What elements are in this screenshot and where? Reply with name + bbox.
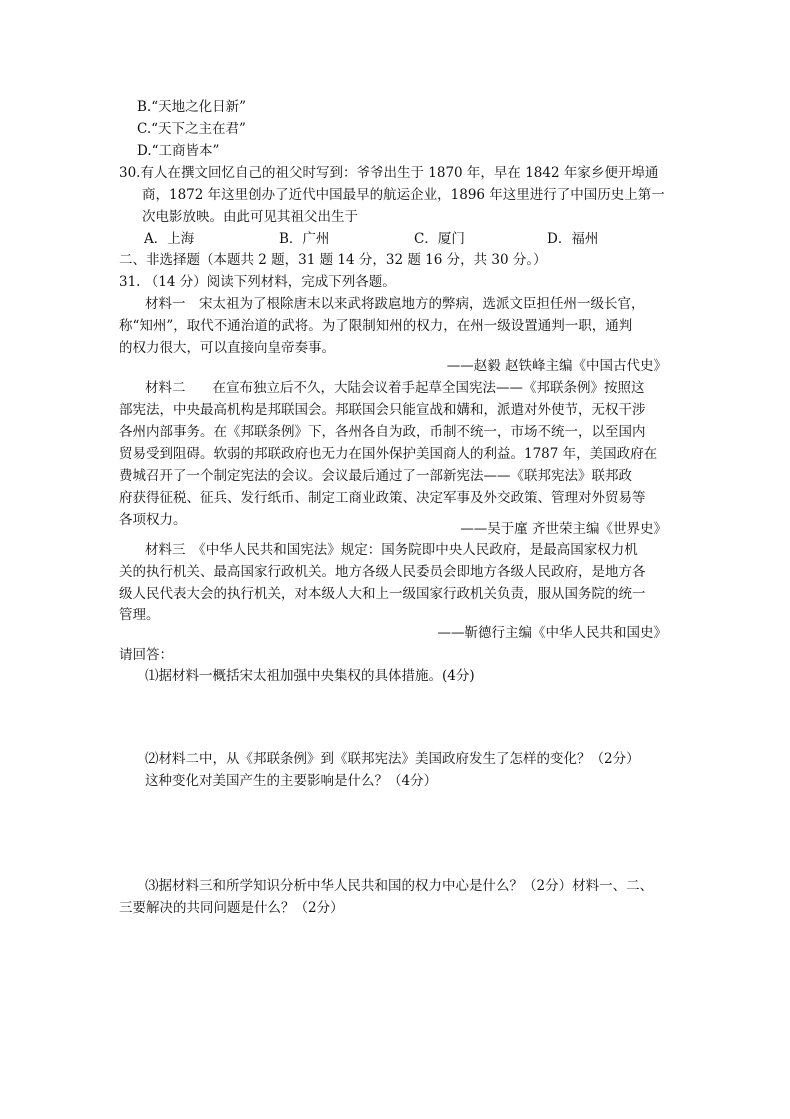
material2-line1: 材料二 在宣布独立后不久，大陆会议着手起草全国宪法——《邦联条例》按照这 (145, 380, 645, 396)
material3-line3: 级人民代表大会的执行机关，对本级人大和上一级国家行政机关负责，服从国务院的统一 (119, 586, 646, 602)
q31-sub2-line1: ⑵材料二中，从《邦联条例》到《联邦宪法》美国政府发生了怎样的变化？（2分） (145, 751, 640, 767)
material3-source: ——靳德行主编《中华人民共和国史》 (437, 625, 667, 641)
q29-option-d: D.“工商皆本” (137, 143, 220, 159)
section2-heading: 二、非选择题（本题共 2 题，31 题 14 分，32 题 16 分，共 30 分。） (119, 252, 547, 268)
material1-line2: 称“知州”，取代不通治道的武将。为了限制知州的权力，在州一级设置通判一职，通判 (119, 318, 633, 334)
material1-line1: 材料一 宋太祖为了根除唐末以来武将跋扈地方的弊病，选派文臣担任州一级长官， (145, 296, 645, 312)
material2-source: ——吴于廑 齐世荣主编《世界史》 (460, 521, 667, 537)
q29-option-c: C.“天下之主在君” (137, 121, 246, 137)
q30-stem-line1: 30.有人在撰文回忆自己的祖父时写到：爷爷出生于 1870 年，早在 1842 年家乡便开埠通 (119, 165, 659, 181)
material1-source: ——赵毅 赵铁峰主编《中国古代史》 (446, 358, 667, 374)
q30-option-a: A．上海 (144, 231, 195, 247)
material2-line4: 贸易受到阻碍。软弱的邦联政府也无力在国外保护美国商人的利益。1787 年，美国政府在 (119, 446, 658, 462)
material2-line7: 各项权力。 (119, 512, 187, 528)
material3-line4: 管理。 (119, 607, 160, 623)
q31-intro: 31. （14 分）阅读下列材料，完成下列各题。 (119, 274, 396, 290)
material2-line5: 费城召开了一个制定宪法的会议。会议最后通过了一部新宪法——《联邦宪法》联邦政 (119, 468, 632, 484)
material1-line3: 的权力很大，可以直接向皇帝奏事。 (119, 340, 335, 356)
q30-stem-line2: 商，1872 年这里创办了近代中国最早的航运企业，1896 年这里进行了中国历史上第一 (142, 187, 665, 203)
q31-sub3-line2: 三要解决的共同问题是什么？（2分） (119, 900, 344, 916)
answer-prompt: 请回答： (119, 647, 173, 663)
q31-sub1: ⑴据材料一概括宋太祖加强中央集权的具体措施。(4分) (145, 668, 475, 684)
q31-sub2-line2: 这种变化对美国产生的主要影响是什么？（4分） (145, 773, 438, 789)
material3-line1: 材料三 《中华人民共和国宪法》规定：国务院即中央人民政府，是最高国家权力机 (145, 542, 638, 558)
q30-option-d: D．福州 (547, 231, 599, 247)
q30-stem-line3: 次电影放映。由此可见其祖父出生于 (142, 209, 358, 225)
material2-line6: 府获得征税、征兵、发行纸币、制定工商业政策、决定军事及外交政策、管理对外贸易等 (119, 490, 646, 506)
q30-option-c: C．厦门 (414, 231, 465, 247)
material2-line2: 部宪法，中央最高机构是邦联国会。邦联国会只能宣战和媾和，派遣对外使节，无权干涉 (119, 402, 646, 418)
q30-option-b: B．广州 (279, 231, 330, 247)
q31-sub3-line1: ⑶据材料三和所学知识分析中华人民共和国的权力中心是什么？（2分）材料一、二、 (145, 878, 654, 894)
material2-line3: 各州内部事务。在《邦联条例》下，各州各自为政，币制不统一，市场不统一，以至国内 (119, 424, 646, 440)
material3-line2: 关的执行机关、最高国家行政机关。地方各级人民委员会即地方各级人民政府，是地方各 (119, 564, 646, 580)
q29-option-b: B.“天地之化日新” (137, 99, 247, 115)
